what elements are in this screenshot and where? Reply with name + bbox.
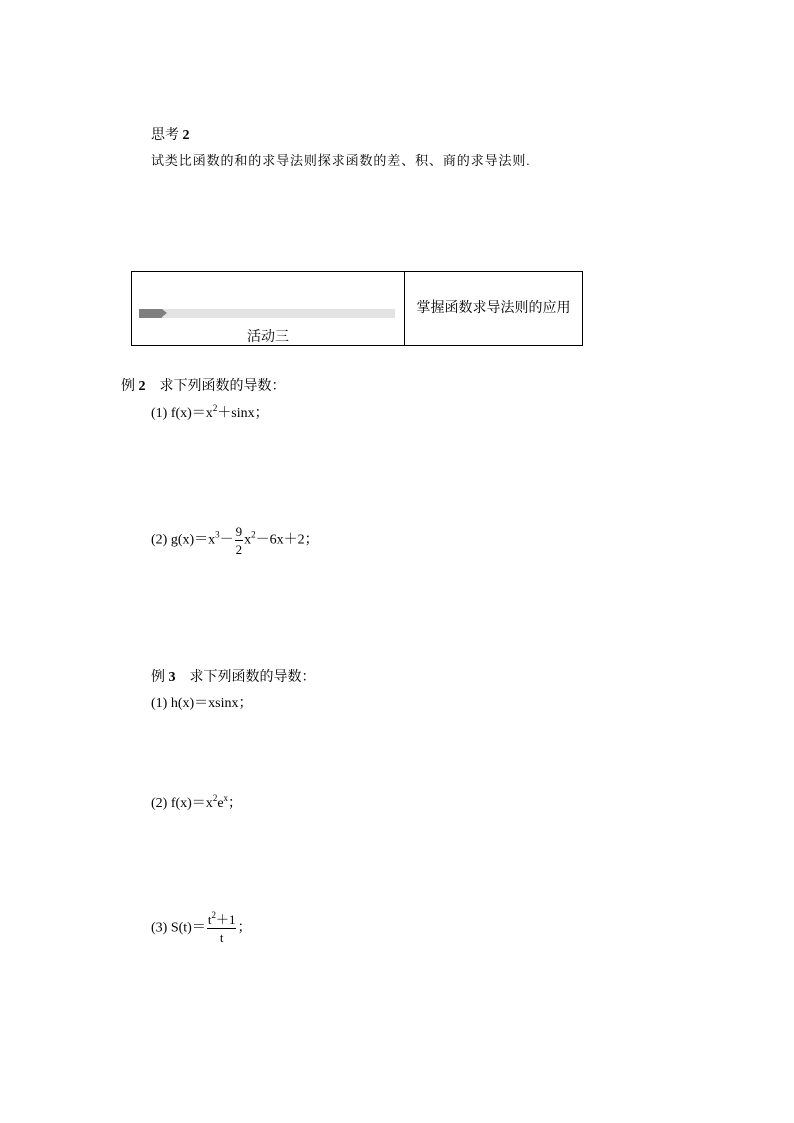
expr-text: e	[217, 796, 224, 811]
fraction-denominator: 2	[235, 542, 243, 557]
think-number: 2	[182, 128, 190, 143]
example3-number: 3	[168, 670, 176, 685]
activity-goal-cell	[405, 272, 582, 345]
example2-item2	[151, 525, 319, 556]
expr-text: (1) h(x)＝xsinx；	[151, 696, 253, 711]
exponent: x	[223, 793, 229, 803]
expr-text: x	[244, 532, 252, 548]
expr-text: (3) S(t)＝	[151, 920, 206, 936]
example3-label: 例	[151, 670, 165, 685]
exponent: 2	[211, 910, 216, 920]
expr-text: ＋sinx；	[217, 406, 269, 421]
example3-item2	[151, 792, 242, 812]
think-question: 试类比函数的和的求导法则探求函数的差、积、商的求导法则.	[151, 153, 531, 168]
activity-goal-text: 掌握函数求导法则的应用	[416, 300, 571, 316]
progress-arrow-icon	[162, 309, 167, 317]
fraction	[235, 525, 244, 556]
activity-progress-fill	[139, 309, 162, 318]
think-heading	[151, 124, 190, 144]
expr-text: ；	[228, 796, 243, 811]
expr-text: (1) f(x)＝x	[151, 406, 213, 421]
example2-heading	[121, 375, 286, 395]
fraction-numerator	[207, 910, 237, 929]
fraction	[207, 910, 237, 945]
fraction-denominator: t	[219, 930, 224, 945]
think-label: 思考	[151, 128, 179, 143]
activity-table	[131, 271, 583, 346]
example3-prompt: 求下列函数的导数：	[189, 670, 316, 685]
expr-text: －6x＋2；	[255, 532, 319, 548]
expr-text: t	[207, 912, 212, 927]
example2-item1	[151, 402, 269, 422]
exponent: 2	[212, 793, 218, 803]
example3-item1	[151, 692, 253, 712]
exponent: 2	[212, 403, 218, 413]
expr-text: －	[219, 532, 234, 548]
example2-number: 2	[138, 379, 146, 394]
expr-text: ；	[237, 920, 252, 936]
example3-item3	[151, 910, 252, 945]
activity-left-cell	[132, 272, 405, 345]
fraction-numerator: 9	[235, 524, 243, 539]
example2-label: 例	[121, 379, 135, 394]
activity-label: 活动三	[247, 330, 289, 345]
example3-heading	[151, 666, 316, 686]
exponent: 2	[251, 529, 256, 540]
expr-text: (2) g(x)＝x	[151, 532, 216, 548]
expr-text: (2) f(x)＝x	[151, 796, 213, 811]
expr-text: ＋1	[215, 912, 236, 927]
activity-progress-bar	[139, 309, 395, 318]
example2-prompt: 求下列函数的导数：	[159, 379, 286, 394]
exponent: 3	[215, 529, 220, 540]
